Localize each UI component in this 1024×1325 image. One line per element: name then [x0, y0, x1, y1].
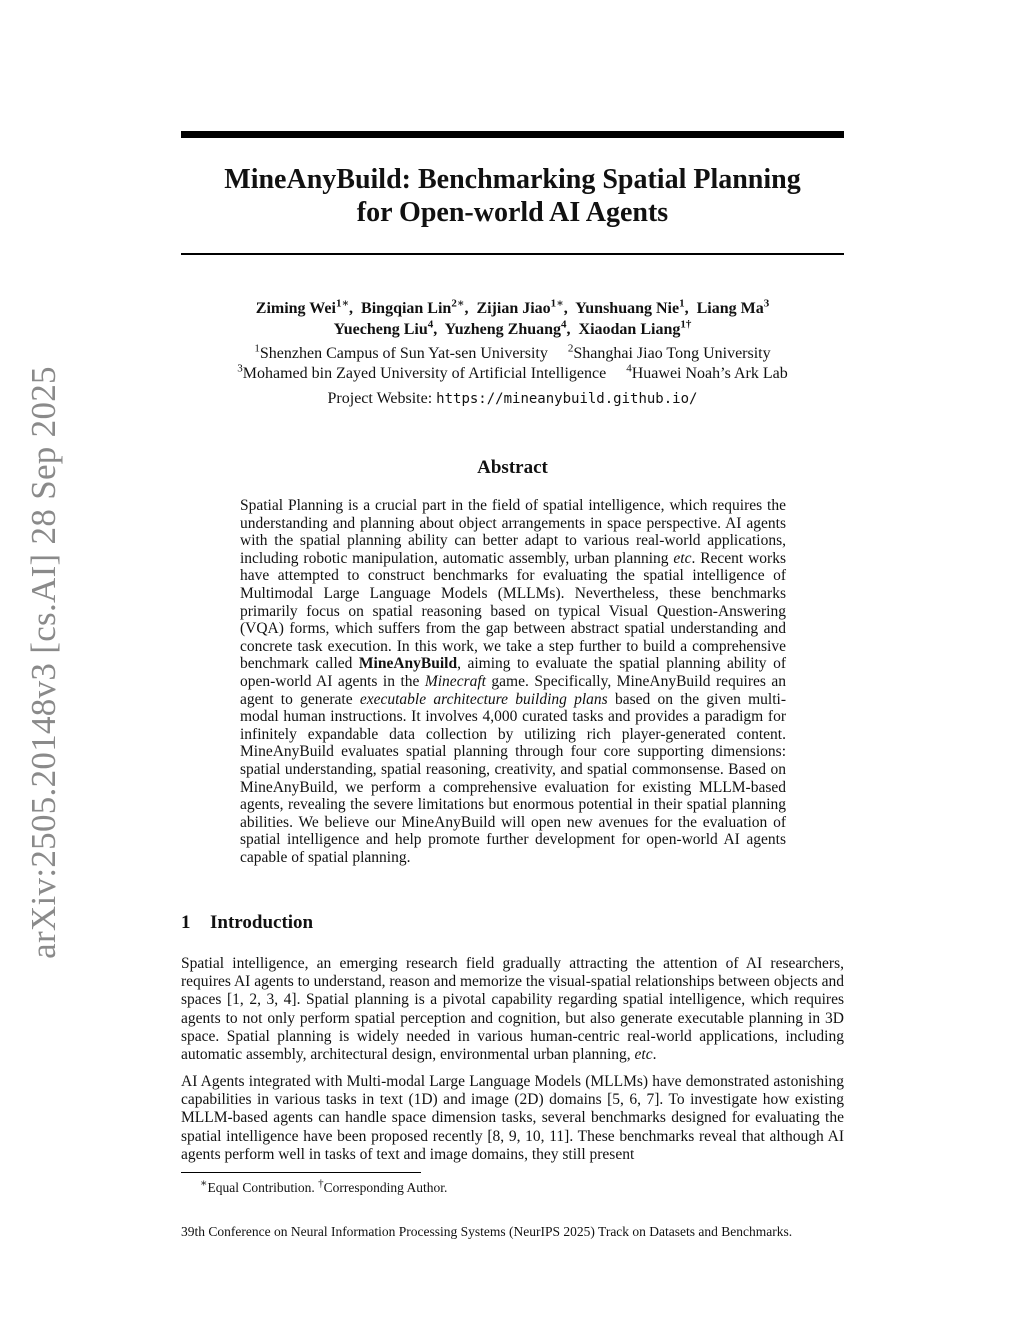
author: Zijian Jiao$^{1∗}$ — [476, 297, 564, 317]
website-label: Project Website: — [327, 390, 433, 407]
author: Liang Ma$^3$ — [696, 297, 770, 317]
title-line-2: for Open-world AI Agents — [356, 197, 669, 228]
section-heading-introduction — [181, 912, 313, 934]
footnote-rule — [181, 1172, 421, 1173]
title-line-1: MineAnyBuild: Benchmarking Spatial Planning — [224, 164, 801, 195]
author: Yuecheng Liu$^4$ — [333, 318, 434, 338]
abstract-heading: Abstract — [477, 457, 548, 478]
title-bottom-rule — [181, 253, 844, 255]
section-title: Introduction — [210, 912, 314, 933]
affiliation: $^1$Shenzhen Campus of Sun Yat-sen University — [254, 342, 548, 362]
footnote: ∗Equal Contribution. †Corresponding Author. — [200, 1177, 448, 1195]
author-list: Ziming Wei$^{1∗}$, Bingqian Lin$^{2∗}$, Zijian Jiao$^{1∗}$, Yunshuang Nie$^1$, Liang Ma$^3$ Yuecheng Liu$^4$, Yuzheng Zhuang$^4$, Xiaodan Liang$^{1\dagger}$ — [255, 297, 770, 338]
affiliation: $^4$Huawei Noah’s Ark Lab — [626, 362, 788, 382]
title-top-rule — [181, 131, 844, 138]
affiliations — [181, 344, 844, 384]
intro-paragraph-2: AI Agents integrated with Multi-modal Large Language Models (MLLMs) have demonstrated astonishing capabilities in various tasks in text (1D) and image (2D) domains [5, 6, 7]. To investigate how existing MLLM-based agents can handle space dimension tasks, several benchmarks designed for evaluating the spatial intelligence have been proposed recently [8, 9, 10, 11]. These benchmarks reveal that although AI agents perform well in tasks of text and image domains, they still present — [181, 1073, 844, 1163]
affiliation: $^3$Mohamed bin Zayed University of Artificial Intelligence — [237, 362, 607, 382]
conference-footer: 39th Conference on Neural Information Processing Systems (NeurIPS 2025) Track on Datasets and Benchmarks. — [181, 1224, 793, 1239]
abstract-body: Spatial Planning is a crucial part in the field of spatial intelligence, which requires the understanding and planning about object arrangements in space perspective. AI agents with the spatial planning ability can better adapt to various real-world applications, including robotic manipulation, automatic assembly, urban planning etc. Recent works have attempted to construct benchmarks for evaluating the spatial intelligence of Multimodal Large Language Models (MLLMs). Nevertheless, these benchmarks primarily focus on spatial reasoning based on typical Visual Question-Answering (VQA) forms, which suffers from the gap between abstract spatial understanding and concrete task execution. In this work, we take a step further to build a comprehensive benchmark called MineAnyBuild, aiming to evaluate the spatial planning ability of open-world AI agents in the Minecraft game. Specifically, MineAnyBuild requires an agent to generate executable architecture building plans based on the given multi-modal human instructions. It involves 4,000 curated tasks and provides a paradigm for infinitely expandable data collection by utilizing rich player-generated content. MineAnyBuild evaluates spatial planning through four core supporting dimensions: spatial understanding, spatial reasoning, creativity, and spatial commonsense. Based on MineAnyBuild, we perform a comprehensive evaluation for existing MLLM-based agents, revealing the severe limitations but enormous potential in their spatial planning abilities. We believe our MineAnyBuild will open new avenues for the evaluation of spatial intelligence and help promote further development for open-world AI agents capable of spatial planning. — [240, 497, 787, 866]
author: Yunshuang Nie$^1$ — [575, 297, 685, 317]
section-number: 1 — [181, 912, 191, 933]
author: Yuzheng Zhuang$^4$ — [444, 318, 567, 338]
intro-paragraph-1: Spatial intelligence, an emerging research field gradually attracting the attention of AI researchers, requires AI agents to understand, reason and memorize the visual-spatial relationships between objects and spaces [1, 2, 3, 4]. Spatial planning is a pivotal capability regarding spatial intelligence, which requires agents to not only perform spatial perception and cognition, but also generate executable planning in 3D space. Spatial planning is widely needed in various human-centric real-world applications, including automatic assembly, architectural design, environmental urban planning, etc. — [181, 955, 844, 1064]
author: Bingqian Lin$^{2∗}$ — [361, 297, 465, 317]
author: Ziming Wei$^{1∗}$ — [255, 297, 350, 317]
affiliation: $^2$Shanghai Jiao Tong University — [567, 342, 771, 362]
author: Xiaodan Liang$^{1\dagger}$ — [578, 318, 692, 338]
paper-title — [181, 163, 844, 229]
arxiv-stamp: arXiv:2505.20148v3 [cs.AI] 28 Sep 2025 — [24, 366, 63, 959]
project-website — [181, 389, 844, 409]
website-link[interactable]: https://mineanybuild.github.io/ — [436, 391, 698, 407]
